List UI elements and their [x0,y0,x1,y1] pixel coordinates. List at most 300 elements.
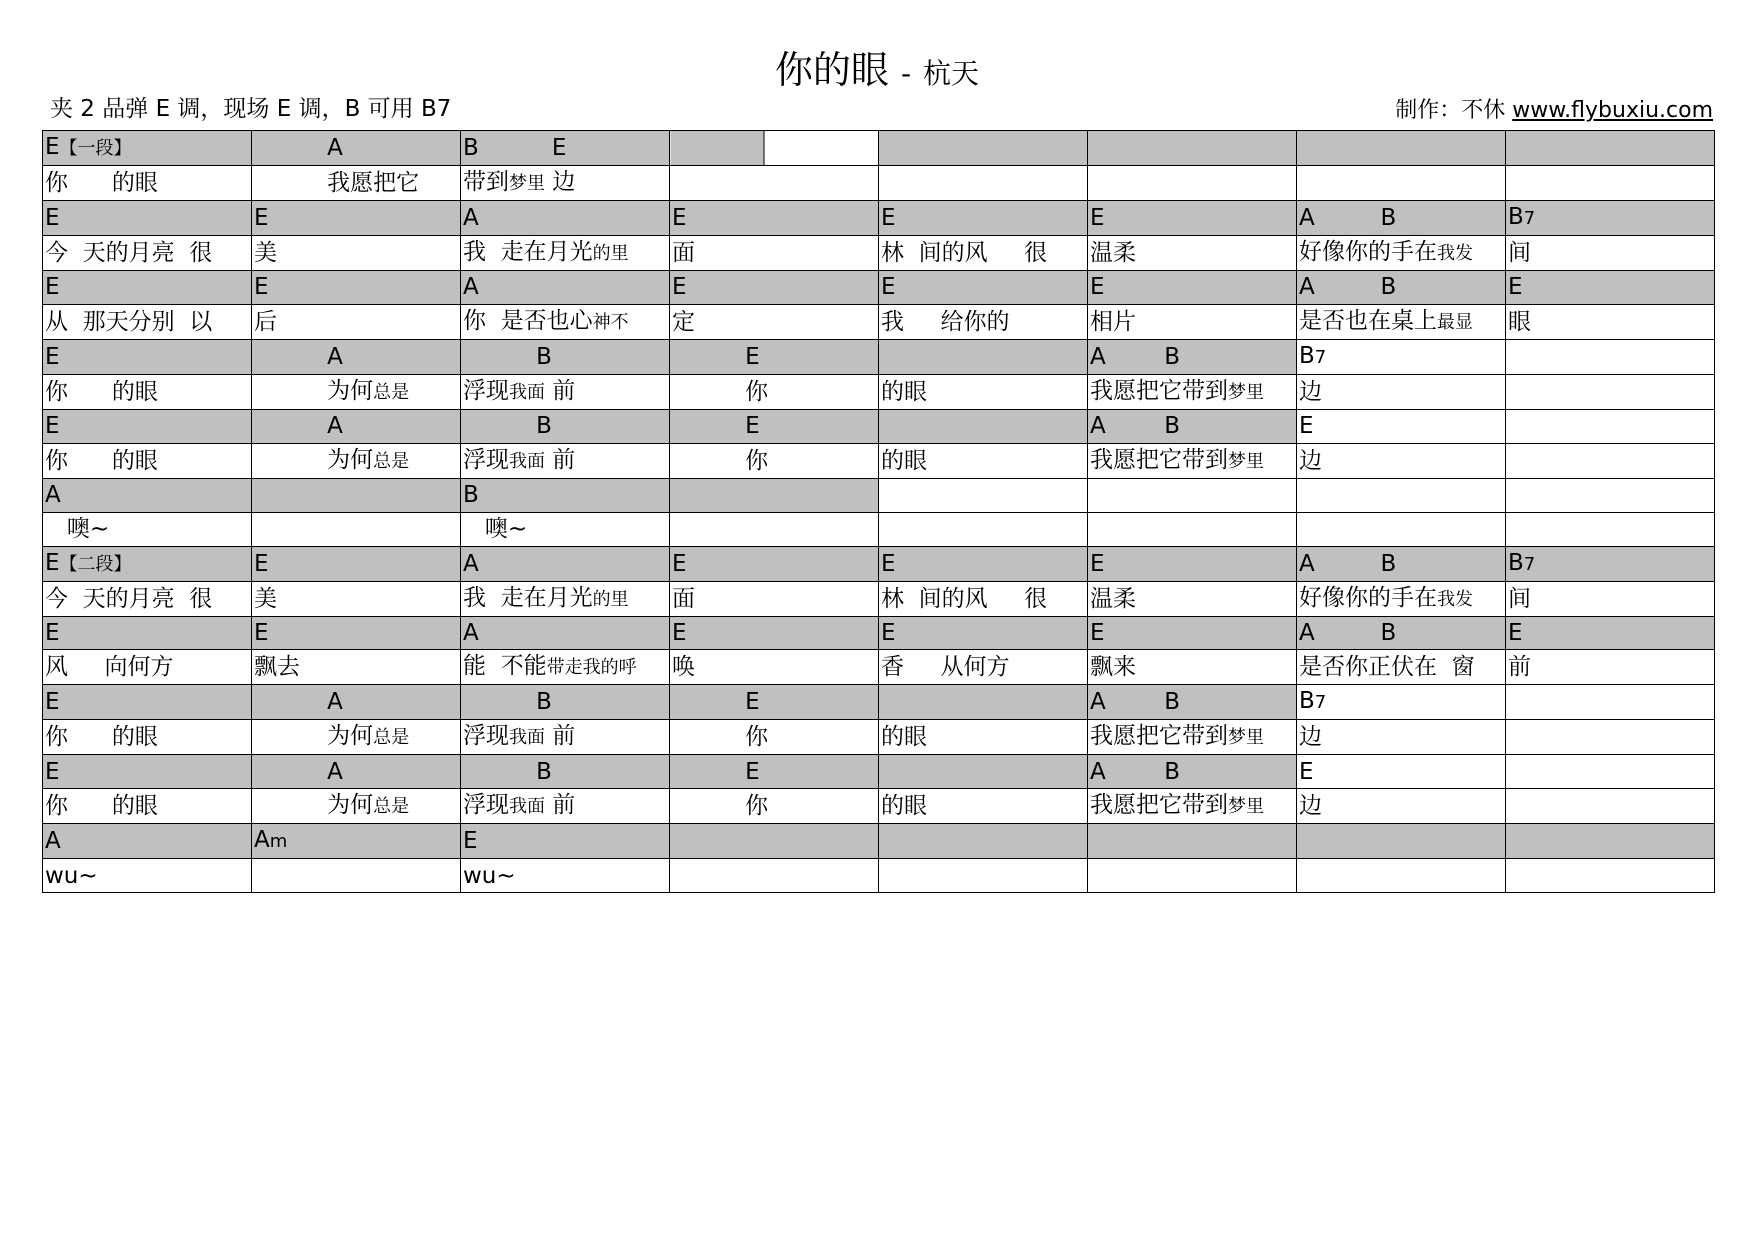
chord-cell [252,131,461,166]
small-text: 我发 [1437,588,1473,610]
lyric-cell [252,443,461,478]
lyric-cell [461,859,670,893]
chord-name: A [254,343,343,370]
chord-cell [670,478,879,512]
lyric-text: 的眼 [881,724,927,751]
lyric-text: 前 [545,723,576,750]
small-text: 7 [1314,346,1327,368]
chord-row [43,339,1715,374]
chord-name: A [254,827,270,854]
chord-cell [879,339,1088,374]
lyric-cell [43,789,252,824]
small-text: 神不 [592,311,629,333]
chord-cell [1506,201,1715,236]
chord-name: E [1508,274,1523,301]
chord-cell [1297,685,1506,720]
lyric-cell [1297,443,1506,478]
lyric-text: 前 [545,377,576,404]
chord-cell [670,755,879,789]
chord-cell [879,616,1088,650]
chord-cell [461,409,670,443]
chord-cell [670,685,879,720]
lyric-cell [43,512,252,546]
lyric-text: 的眼 [881,793,927,820]
chord-name: A B [1299,550,1397,577]
lyric-cell [1506,236,1715,271]
lyric-cell [670,650,879,685]
lyric-cell [879,374,1088,409]
chord-cell [1506,685,1715,720]
chord-row [43,201,1715,236]
lyric-cell [252,166,461,201]
chord-cell [461,131,670,166]
chord-cell [252,616,461,650]
lyric-text: 香 从何方 [881,654,1010,681]
chord-cell [252,271,461,305]
small-text: 我发 [1437,243,1473,264]
lyric-cell [1297,581,1506,616]
chord-cell [43,409,252,443]
lyric-cell [1297,789,1506,824]
chord-name: A B [1090,343,1181,370]
small-text: 梦里 [1228,450,1264,472]
chord-cell [1297,616,1506,650]
lyric-text: 你 的眼 [45,170,158,196]
chord-name: B [1299,342,1315,369]
small-text: 我面 [509,450,545,472]
chord-cell [670,546,879,581]
lyric-cell [43,236,252,271]
chord-name: B [463,758,552,785]
chord-name: E [45,549,60,576]
lyric-cell [879,443,1088,478]
small-text: 我面 [509,796,545,818]
lyric-cell [1506,512,1715,546]
chord-name: E [881,620,896,646]
lyric-text: 前 [1508,654,1531,681]
chord-row [43,616,1715,650]
chord-name: A B [1090,689,1181,716]
lyric-cell [461,789,670,824]
chord-cell [1297,131,1506,166]
lyric-cell [43,581,252,616]
chord-name: A [45,828,61,855]
chord-cell [461,685,670,720]
chord-cell [461,546,670,581]
chord-cell [879,271,1088,305]
chord-name: E [1508,620,1523,646]
chord-cell [461,755,670,789]
lyric-text: 好像你的手在 [1299,584,1437,611]
lyric-cell [43,650,252,685]
chord-cell [670,131,879,166]
lyric-row [43,236,1715,271]
chord-cell [252,409,461,443]
chord-cell [43,685,252,720]
lyric-text: 为何 [254,377,374,404]
lyric-text: 你 [672,724,769,751]
chord-cell [1297,824,1506,859]
small-text: m [269,831,288,853]
lyric-text: 我愿把它带到 [1090,377,1228,404]
small-text: 总是 [373,381,410,403]
chord-name: E [254,274,269,301]
lyric-text: 林 间的风 很 [881,585,1048,612]
lyric-cell [252,236,461,271]
lyric-cell [670,166,879,201]
chord-cell [1088,201,1297,236]
lyric-cell [43,443,252,478]
lyric-text: 你 的眼 [45,793,158,820]
lyric-text: 我愿把它 [254,170,420,196]
lyric-text: 前 [545,446,576,473]
lyric-cell [43,859,252,893]
lyric-text: 浮现 [463,377,509,404]
chord-name: E [881,274,896,301]
small-text: 7 [1523,553,1536,575]
lyric-text: 今 天的月亮 很 [45,585,213,612]
lyric-cell [252,304,461,339]
lyric-cell [43,720,252,755]
chord-cell [1088,755,1297,789]
chord-cell [1088,616,1297,650]
lyric-text: 你 是否也心 [463,307,593,334]
lyric-cell [879,236,1088,271]
lyric-text: 好像你的手在 [1299,239,1437,265]
lyric-cell [1506,581,1715,616]
lyric-cell [1088,789,1297,824]
lyric-text: 我 走在月光 [463,584,593,611]
title-separator: - [900,57,912,90]
lyric-cell [1297,236,1506,271]
chord-cell [1297,755,1506,789]
lyric-cell [461,374,670,409]
lyric-text: 浮现 [463,446,509,473]
lyric-row [43,166,1715,201]
chord-cell [670,271,879,305]
chord-cell [1506,546,1715,581]
chord-cell [252,755,461,789]
lyric-text: 边 [545,169,576,195]
section-marker: 【一段】 [59,138,132,159]
chord-cell [252,546,461,581]
chord-cell [1088,131,1297,166]
lyric-cell [1506,374,1715,409]
lyric-row [43,789,1715,824]
lyric-cell [1506,789,1715,824]
lyric-text: 林 间的风 很 [881,240,1048,266]
lyric-text: 你 的眼 [45,378,158,405]
lyric-cell [1088,166,1297,201]
lyric-row [43,650,1715,685]
chord-cell [252,824,461,859]
lyric-cell [1297,720,1506,755]
lyric-cell [252,374,461,409]
chord-name: A [254,135,343,161]
lyric-row [43,512,1715,546]
chord-cell [1088,685,1297,720]
chord-name: E [881,550,896,577]
chord-row [43,478,1715,512]
chord-name: A B [1299,205,1397,231]
lyric-cell [1088,443,1297,478]
lyric-cell [461,166,670,201]
chord-cell [879,824,1088,859]
lyric-text: 我 走在月光 [463,239,593,265]
lyric-cell [461,443,670,478]
chord-name: B [463,482,479,509]
chord-cell [1506,131,1715,166]
chord-cell [879,755,1088,789]
chord-cell [1297,409,1506,443]
lyric-cell [43,166,252,201]
lyric-cell [461,304,670,339]
chord-row [43,755,1715,789]
chord-name: A B [1299,274,1397,301]
chord-name: E [672,205,687,231]
lyric-cell [1297,374,1506,409]
chord-cell [1506,409,1715,443]
small-text: 的里 [592,243,629,264]
lyric-text: 噢~ [45,516,110,543]
chord-cell [43,755,252,789]
lyric-text: 你 [672,447,769,474]
lyric-text: 的眼 [881,378,927,405]
chord-cell [879,546,1088,581]
lyric-text: 浮现 [463,792,509,819]
small-text: 总是 [373,727,410,749]
lyric-text: 你 的眼 [45,447,158,474]
chord-cell [461,201,670,236]
chord-cell [1088,478,1297,512]
lyric-cell [252,789,461,824]
chord-row [43,824,1715,859]
lyric-row [43,859,1715,893]
chord-name: B [463,343,552,370]
lyric-cell [461,650,670,685]
lyric-cell [670,443,879,478]
lyric-row [43,304,1715,339]
lyric-cell [461,512,670,546]
small-text: 我面 [509,381,545,403]
lyric-cell [670,859,879,893]
lyric-cell [1088,512,1297,546]
chord-cell [1506,824,1715,859]
small-text: 梦里 [1228,796,1264,818]
chord-name: B [1299,688,1315,715]
lyric-text: 唤 [672,654,695,681]
lyric-cell [461,581,670,616]
lyric-cell [1506,859,1715,893]
lyric-cell [1088,581,1297,616]
lyric-text: 面 [672,585,695,612]
chord-cell [670,339,879,374]
chord-cell [461,339,670,374]
chord-name: E [45,205,60,231]
chord-cell [1297,201,1506,236]
chord-cell [252,685,461,720]
chord-name: A [45,482,61,509]
chord-name: E [1090,274,1105,301]
lyric-text: 边 [1299,378,1322,405]
chord-name: E [672,343,760,370]
lyric-text: 边 [1299,724,1322,751]
chord-cell [670,616,879,650]
lyric-text: 美 [254,585,277,612]
lyric-cell [1088,374,1297,409]
lyric-text: 间 [1508,585,1531,612]
lyric-text: 边 [1299,793,1322,820]
lyric-text: 今 天的月亮 很 [45,240,213,266]
chord-row [43,546,1715,581]
chord-cell [879,478,1088,512]
lyric-text: 间 [1508,240,1531,266]
lyric-cell [879,789,1088,824]
chord-cell [1506,478,1715,512]
chord-cell [252,478,461,512]
chord-name: E [1299,413,1314,440]
chord-cell [879,409,1088,443]
chord-name: B [463,413,552,440]
chord-row [43,685,1715,720]
chord-cell [879,685,1088,720]
lyric-cell [461,236,670,271]
lyric-cell [879,859,1088,893]
chord-cell [1297,546,1506,581]
credit-link[interactable]: www.flybuxiu.com [1512,98,1713,123]
lyric-cell [1506,443,1715,478]
small-text: 梦里 [1228,381,1264,403]
chord-name: A B [1090,758,1181,785]
small-text: 总是 [373,450,410,472]
small-text: 的里 [592,588,629,610]
chord-name: E [672,758,760,785]
lyric-cell [1506,650,1715,685]
chord-name: E [45,689,60,716]
lyric-row [43,581,1715,616]
lyric-text: 美 [254,240,277,266]
lyric-text: 定 [672,308,695,335]
chord-name: E [1090,620,1105,646]
lyric-text: 你 [672,378,769,405]
chord-cell [1506,616,1715,650]
chord-cell [879,131,1088,166]
lyric-cell [43,374,252,409]
lyric-text: 的眼 [881,447,927,474]
chord-name: E [881,205,896,231]
chord-name: E [45,134,60,160]
chord-name: B [1508,204,1524,230]
chord-cell [43,339,252,374]
chord-name: E [1090,205,1105,231]
chord-name: E [672,413,760,440]
lyric-cell [1088,859,1297,893]
chord-name: A [254,413,343,440]
lyric-text: 飘来 [1090,654,1136,681]
lyric-text: 为何 [254,446,374,473]
lyric-cell [670,236,879,271]
chord-name: E [45,413,60,440]
small-text: 带走我的呼 [546,657,637,679]
lyric-cell [1297,650,1506,685]
lyric-cell [252,581,461,616]
chord-cell [1088,409,1297,443]
chord-cell [1297,271,1506,305]
lyric-text: 飘去 [254,654,300,681]
capo-note: 夹 2 品弹 E 调，现场 E 调，B 可用 B7 [50,96,452,122]
chord-name: E [1090,550,1105,577]
section-marker: 【二段】 [59,553,132,575]
lyric-text: 我愿把它带到 [1090,792,1228,819]
chord-cell [43,271,252,305]
lyric-cell [1506,304,1715,339]
chord-row [43,409,1715,443]
lyric-text: 面 [672,240,695,266]
lyric-text: 风 向何方 [45,654,174,681]
chord-cell [670,824,879,859]
lyric-cell [252,859,461,893]
small-text: 总是 [373,796,410,818]
chord-name: A [254,689,343,716]
chord-cell [43,478,252,512]
lyric-text: 能 不能 [463,653,547,680]
lyric-row [43,374,1715,409]
chord-cell [252,339,461,374]
lyric-text: wu~ [463,862,516,889]
chord-cell [1506,271,1715,305]
lyric-cell [879,650,1088,685]
chord-cell [43,546,252,581]
lyric-cell [461,720,670,755]
chord-name: E [254,550,269,577]
chord-name: E [672,550,687,577]
chord-cell [43,616,252,650]
lyric-cell [879,512,1088,546]
chord-cell [670,409,879,443]
chord-name: E [672,620,687,646]
chord-cell [1506,339,1715,374]
chord-name: A [463,205,479,231]
lyric-cell [1088,650,1297,685]
lyric-cell [1088,304,1297,339]
small-text: 最显 [1437,311,1473,333]
lyric-text: 从 那天分别 以 [45,308,213,335]
chord-name: A B [1090,413,1181,440]
lyric-cell [1088,236,1297,271]
chord-cell [43,201,252,236]
credit-line [1395,94,1713,128]
chord-cell [670,201,879,236]
chord-name: A [463,274,479,301]
lyric-text: 后 [254,308,277,335]
lyric-cell [1088,720,1297,755]
chord-cell [43,131,252,166]
chord-row [43,271,1715,305]
lyric-text: 你 [672,793,769,820]
chord-cell [1088,824,1297,859]
lyric-cell [670,581,879,616]
chord-name: B [1508,549,1524,576]
lyric-cell [879,166,1088,201]
lyric-cell [879,720,1088,755]
chord-cell [1297,478,1506,512]
lyric-text: 边 [1299,447,1322,474]
chord-cell [461,616,670,650]
lyric-text: 我愿把它带到 [1090,723,1228,750]
chord-name: E [45,343,60,370]
lyric-cell [1297,304,1506,339]
chord-name: A B [1299,620,1397,646]
